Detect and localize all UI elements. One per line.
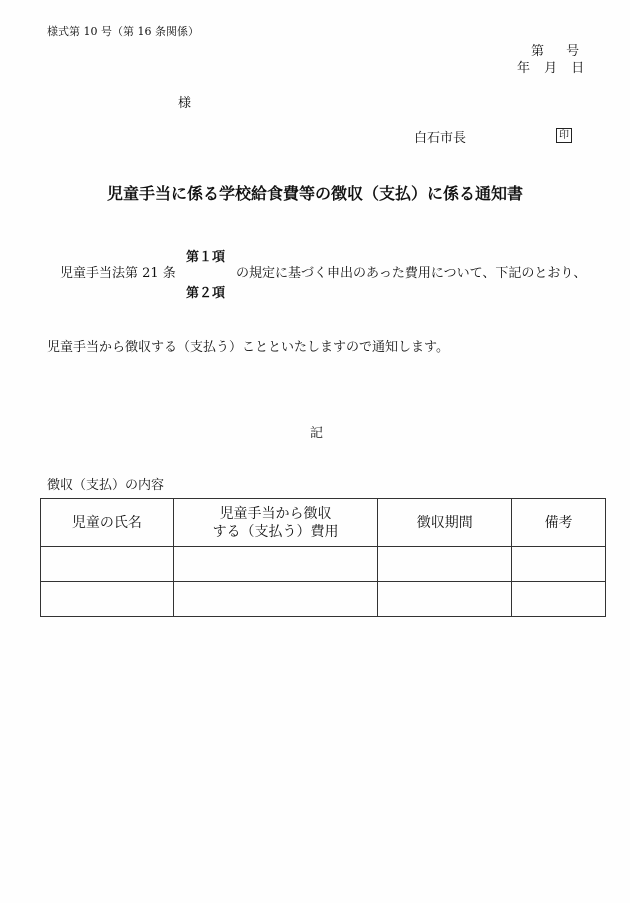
table-cell[interactable]	[512, 547, 606, 582]
header-fee-line-1: 児童手当から徴収	[219, 505, 332, 522]
header-fee	[173, 499, 378, 547]
seal-mark: 印	[556, 128, 572, 143]
table-row	[41, 582, 606, 617]
header-child-name: 児童の氏名	[41, 499, 174, 547]
body-text-line-1: の規定に基づく申出のあった費用について、下記のとおり、	[236, 266, 587, 281]
clause-option-1: 第１項	[186, 250, 226, 265]
header-remarks: 備考	[512, 499, 606, 547]
table-header-row	[41, 499, 606, 547]
table-cell[interactable]	[41, 582, 174, 617]
law-reference: 児童手当法第 21 条	[60, 266, 176, 281]
table-cell[interactable]	[41, 547, 174, 582]
section-label: 徴収（支払）の内容	[47, 478, 165, 493]
table-cell[interactable]	[512, 582, 606, 617]
document-title: 児童手当に係る学校給食費等の徴収（支払）に係る通知書	[106, 184, 523, 203]
table-cell[interactable]	[173, 547, 378, 582]
header-period: 徴収期間	[378, 499, 512, 547]
document-date: 年 月 日	[517, 61, 585, 76]
form-number: 様式第 10 号（第 16 条関係）	[47, 25, 199, 38]
header-fee-line-2: する（支払う）費用	[212, 523, 339, 540]
table-cell[interactable]	[173, 582, 378, 617]
document-number: 第 号	[531, 44, 580, 59]
ki-marker: 記	[310, 426, 324, 441]
clause-option-2: 第２項	[186, 286, 226, 301]
sender-name: 白石市長	[414, 131, 467, 146]
table-cell[interactable]	[378, 547, 512, 582]
body-text-line-2: 児童手当から徴収する（支払う）ことといたしますので通知します。	[47, 340, 449, 355]
table-cell[interactable]	[378, 582, 512, 617]
addressee-honorific: 様	[178, 96, 192, 111]
fee-table	[40, 498, 606, 617]
table-row	[41, 547, 606, 582]
